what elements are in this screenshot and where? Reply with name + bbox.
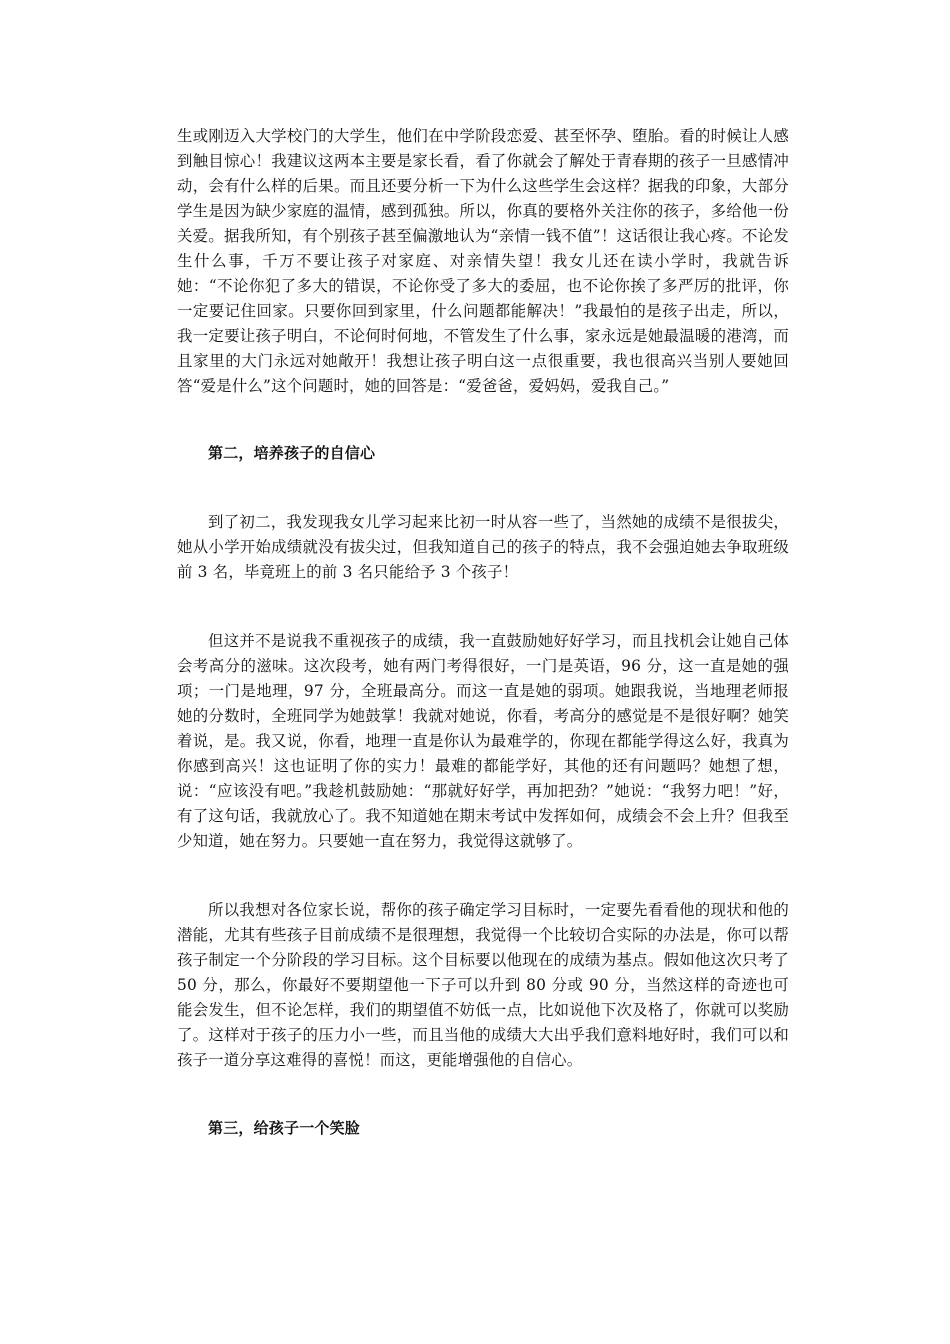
paragraph-high-scores: 但这并不是说我不重视孩子的成绩，我一直鼓励她好好学习，而且找机会让她自己体会考高分的滋味。这次段考，她有两门考得很好，一门是英语，96 分，这一直是她的强项；一门是地理，97 分，全班最高分。而这一直是她的弱项。她跟我说，当地理老师报她的分数时，全班同学为她鼓掌！我就对她说，你看，考高分的感觉是不是很好啊？她笑着说，是。我又说，你看，地理一直是你认为最难学的，你现在都能学得这么好，我真为你感到高兴！这也证明了你的实力！最难的都能学好，其他的还有问题吗？她想了想，说：“应该没有吧。”我趁机鼓励她：“那就好好学，再加把劲？”她说：“我努力吧！”好，有了这句话，我就放心了。我不知道她在期末考试中发挥如何，成绩会不会上升？但我至少知道，她在努力。只要她一直在努力，我觉得这就够了。 <box>177 632 789 850</box>
section-heading-confidence: 第二，培养孩子的自信心 <box>208 444 376 462</box>
paragraph-grade-two: 到了初二，我发现我女儿学习起来比初一时从容一些了，当然她的成绩不是很拔尖，她从小学开始成绩就没有拔尖过，但我知道自己的孩子的特点，我不会强迫她去争取班级前 3 名，毕竟班上的前 3 名只能给予 3 个孩子！ <box>177 513 789 581</box>
section-heading-smile: 第三，给孩子一个笑脸 <box>208 1119 361 1137</box>
document-page <box>177 124 789 1141</box>
paragraph-advice-parents: 所以我想对各位家长说，帮你的孩子确定学习目标时，一定要先看看他的现状和他的潜能，尤其有些孩子目前成绩不是很理想，我觉得一个比较切合实际的办法是，你可以帮孩子制定一个分阶段的学习目标。这个目标要以他现在的成绩为基点。假如他这次只考了 50 分，那么，你最好不要期望他一下子可以升到 80 分或 90 分，当然这样的奇迹也可能会发生，但不论怎样，我们的期望值不妨低一点，比如说他下次及格了，你就可以奖励了。这样对于孩子的压力小一些，而且当他的成绩大大出乎我们意料地好时，我们可以和孩子一道分享这难得的喜悦！而这，更能增强他的自信心。 <box>177 901 789 1069</box>
paragraph-family-warmth: 生或刚迈入大学校门的大学生，他们在中学阶段恋爱、甚至怀孕、堕胎。看的时候让人感到触目惊心！我建议这两本主要是家长看，看了你就会了解处于青春期的孩子一旦感情冲动，会有什么样的后果。而且还要分析一下为什么这些学生会这样？据我的印象，大部分学生是因为缺少家庭的温情，感到孤独。所以，你真的要格外关注你的孩子，多给他一份关爱。据我所知，有个别孩子甚至偏激地认为“亲情一钱不值”！这话很让我心疼。不论发生什么事，千万不要让孩子对家庭、对亲情失望！我女儿还在读小学时，我就告诉她：“不论你犯了多大的错误，不论你受了多大的委屈，也不论你挨了多严厉的批评，你一定要记住回家。只要你回到家里，什么问题都能解决！”我最怕的是孩子出走，所以，我一定要让孩子明白，不论何时何地，不管发生了什么事，家永远是她最温暖的港湾，而且家里的大门永远对她敞开！我想让孩子明白这一点很重要，我也很高兴当别人要她回答“爱是什么”这个问题时，她的回答是：“爱爸爸，爱妈妈，爱我自己。” <box>177 127 789 395</box>
